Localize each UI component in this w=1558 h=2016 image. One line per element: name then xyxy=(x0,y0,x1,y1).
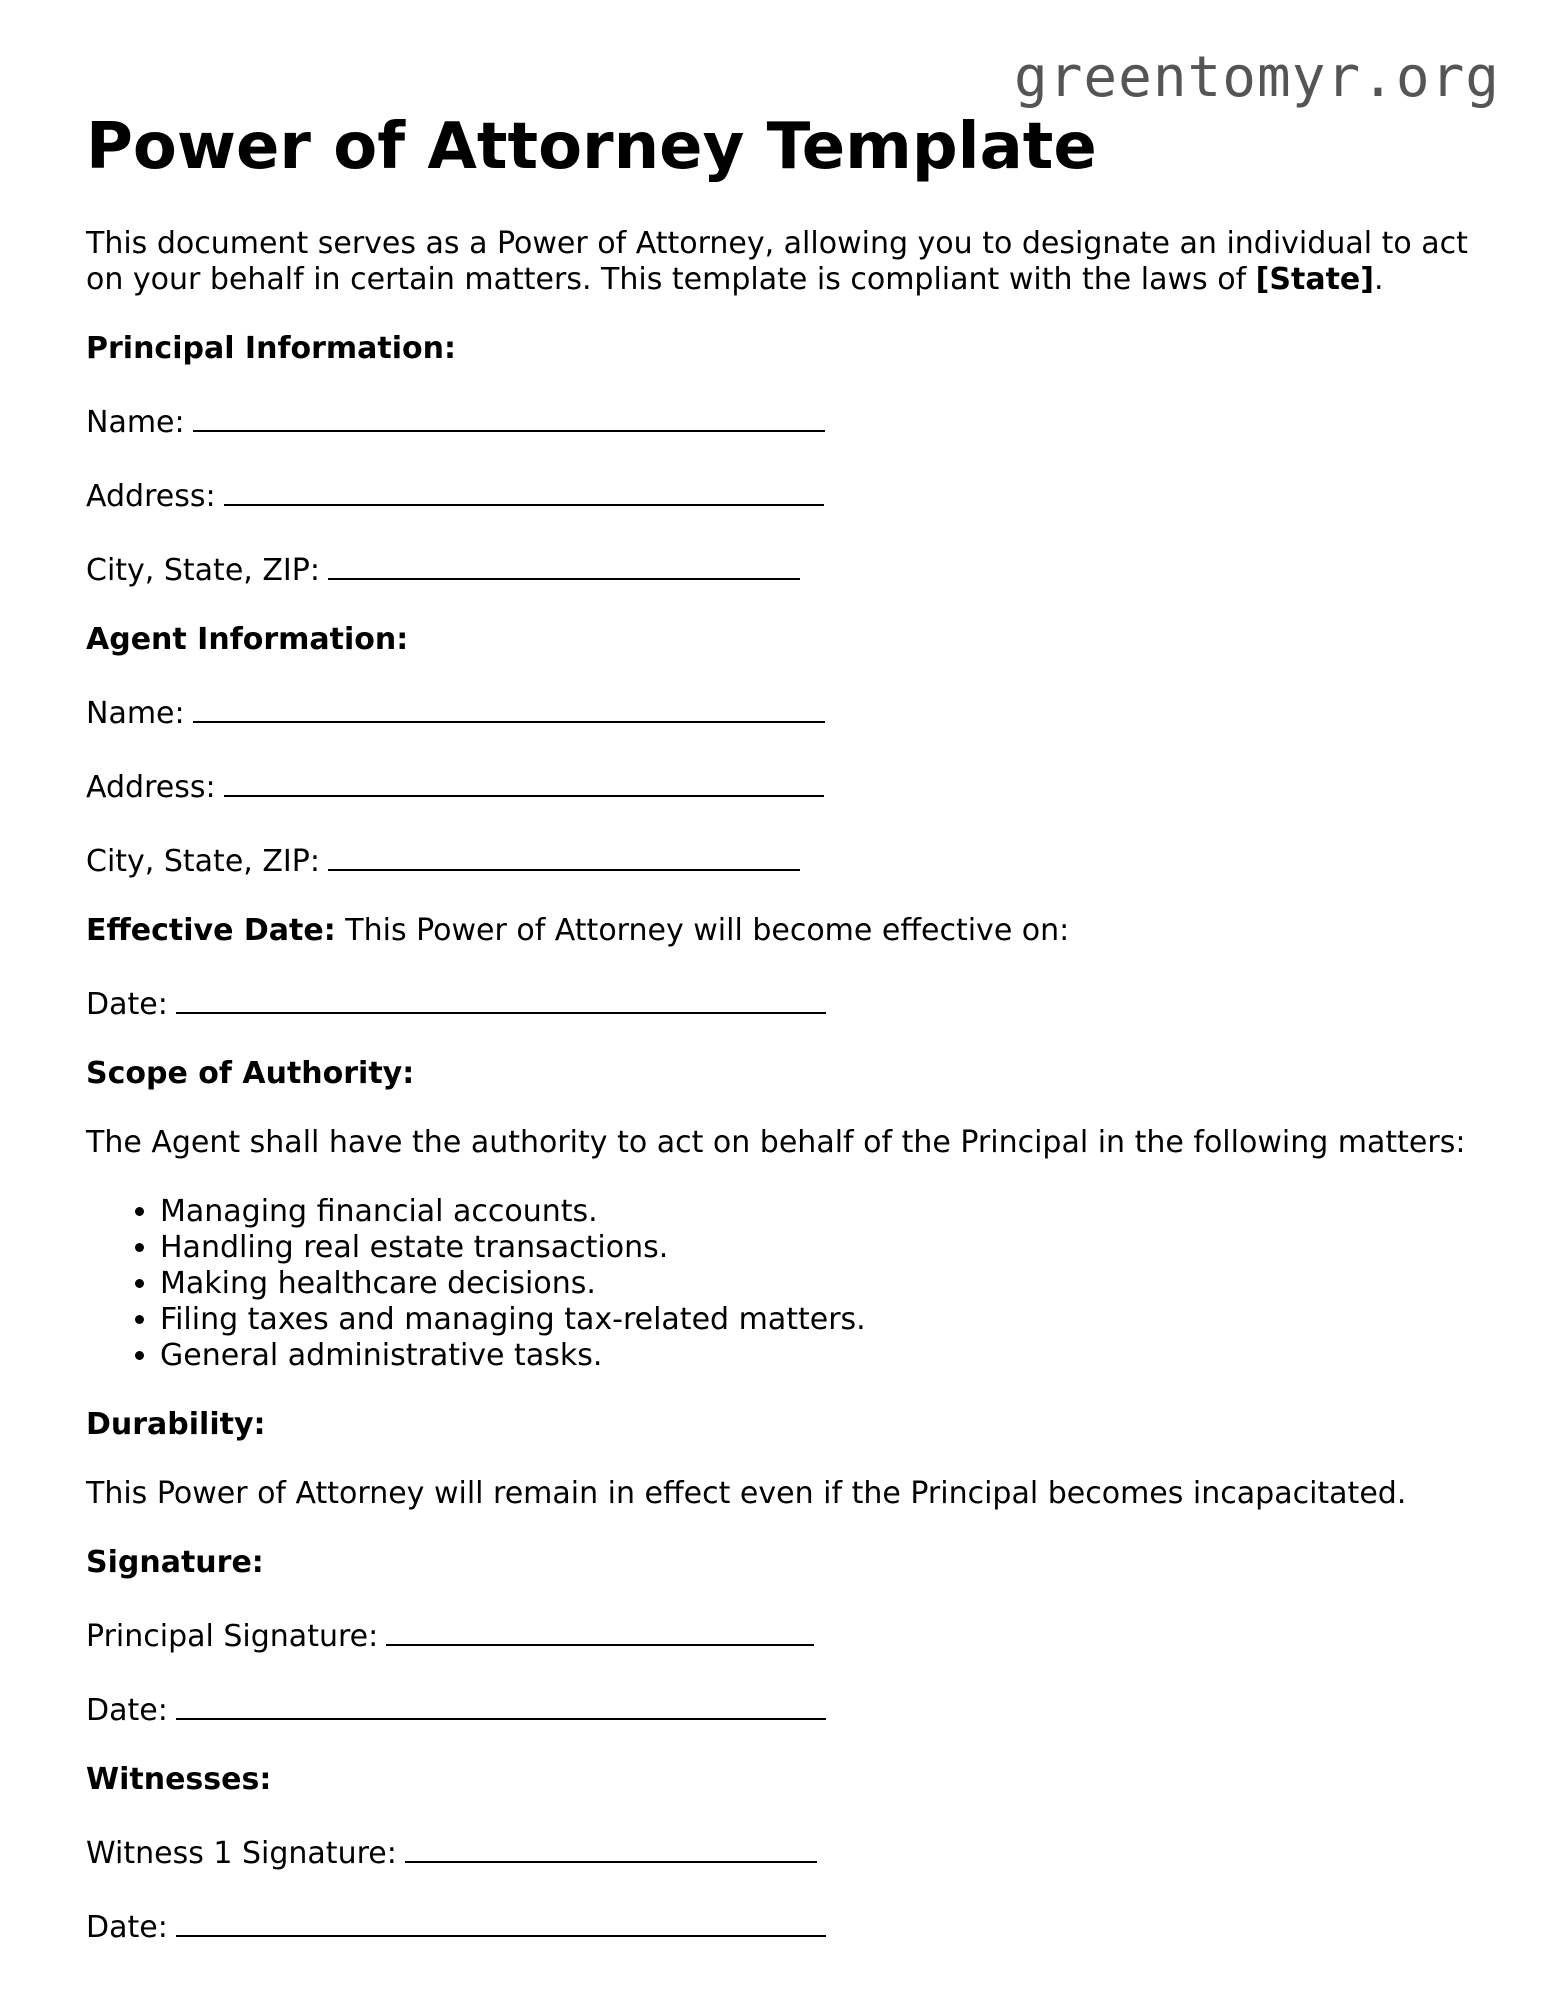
list-item: • Filing taxes and managing tax-related matters. xyxy=(160,1302,1486,1338)
agent-city-row xyxy=(86,839,1486,880)
principal-name-label: Name: xyxy=(86,405,185,441)
witness-date-field[interactable] xyxy=(176,1905,826,1937)
intro-paragraph xyxy=(86,226,1486,298)
page-title: Power of Attorney Template xyxy=(86,110,1097,184)
witness1-signature-label: Witness 1 Signature: xyxy=(86,1836,397,1872)
watermark-text: greentomyr.org xyxy=(1013,45,1500,110)
list-item: • Managing financial accounts. xyxy=(160,1194,1486,1230)
effective-date-paragraph xyxy=(86,913,1486,949)
effective-date-field[interactable] xyxy=(176,982,826,1014)
scope-text: The Agent shall have the authority to act on behalf of the Principal in the following matters: xyxy=(86,1125,1466,1161)
agent-address-label: Address: xyxy=(86,770,216,806)
agent-address-row xyxy=(86,765,1486,806)
list-item: • Making healthcare decisions. xyxy=(160,1266,1486,1302)
agent-city-label: City, State, ZIP: xyxy=(86,844,320,880)
agent-name-row xyxy=(86,691,1486,732)
principal-signature-field[interactable] xyxy=(386,1614,814,1646)
principal-name-row xyxy=(86,400,1486,441)
signature-date-label: Date: xyxy=(86,1693,168,1729)
document-page xyxy=(86,112,1486,1979)
effective-date-heading: Effective Date: xyxy=(86,913,336,949)
intro-end: . xyxy=(1373,262,1384,298)
principal-address-field[interactable] xyxy=(224,474,824,506)
agent-address-field[interactable] xyxy=(224,765,824,797)
witness-date-label: Date: xyxy=(86,1910,168,1946)
intro-text: This document serves as a Power of Attorney, allowing you to designate an individual to act on your behalf in certain matters. This template is compliant with the laws of xyxy=(86,226,1468,298)
principal-city-label: City, State, ZIP: xyxy=(86,553,320,589)
effective-date-label: Date: xyxy=(86,987,168,1023)
witnesses-heading: Witnesses: xyxy=(86,1762,272,1798)
witness-date-row xyxy=(86,1905,1486,1946)
scope-heading: Scope of Authority: xyxy=(86,1056,415,1092)
principal-name-field[interactable] xyxy=(193,400,825,432)
principal-heading: Principal Information: xyxy=(86,331,457,367)
list-item: • Handling real estate transactions. xyxy=(160,1230,1486,1266)
durability-text: This Power of Attorney will remain in effect even if the Principal becomes incapacitated. xyxy=(86,1476,1407,1512)
witness1-signature-field[interactable] xyxy=(405,1831,817,1863)
signature-date-row xyxy=(86,1688,1486,1729)
principal-signature-label: Principal Signature: xyxy=(86,1619,379,1655)
signature-heading: Signature: xyxy=(86,1545,264,1581)
agent-name-label: Name: xyxy=(86,696,185,732)
principal-signature-row xyxy=(86,1614,1486,1655)
witness1-signature-row xyxy=(86,1831,1486,1872)
state-placeholder: [State] xyxy=(1255,262,1374,298)
list-item: • General administrative tasks. xyxy=(160,1338,1486,1374)
agent-city-field[interactable] xyxy=(328,839,800,871)
effective-date-row xyxy=(86,982,1486,1023)
effective-date-text: This Power of Attorney will become effective on: xyxy=(335,913,1070,949)
durability-heading: Durability: xyxy=(86,1407,266,1443)
principal-address-row xyxy=(86,474,1486,515)
signature-date-field[interactable] xyxy=(176,1688,826,1720)
principal-city-row xyxy=(86,548,1486,589)
principal-address-label: Address: xyxy=(86,479,216,515)
principal-city-field[interactable] xyxy=(328,548,800,580)
agent-heading: Agent Information: xyxy=(86,622,409,658)
scope-list xyxy=(86,1194,1486,1374)
agent-name-field[interactable] xyxy=(193,691,825,723)
